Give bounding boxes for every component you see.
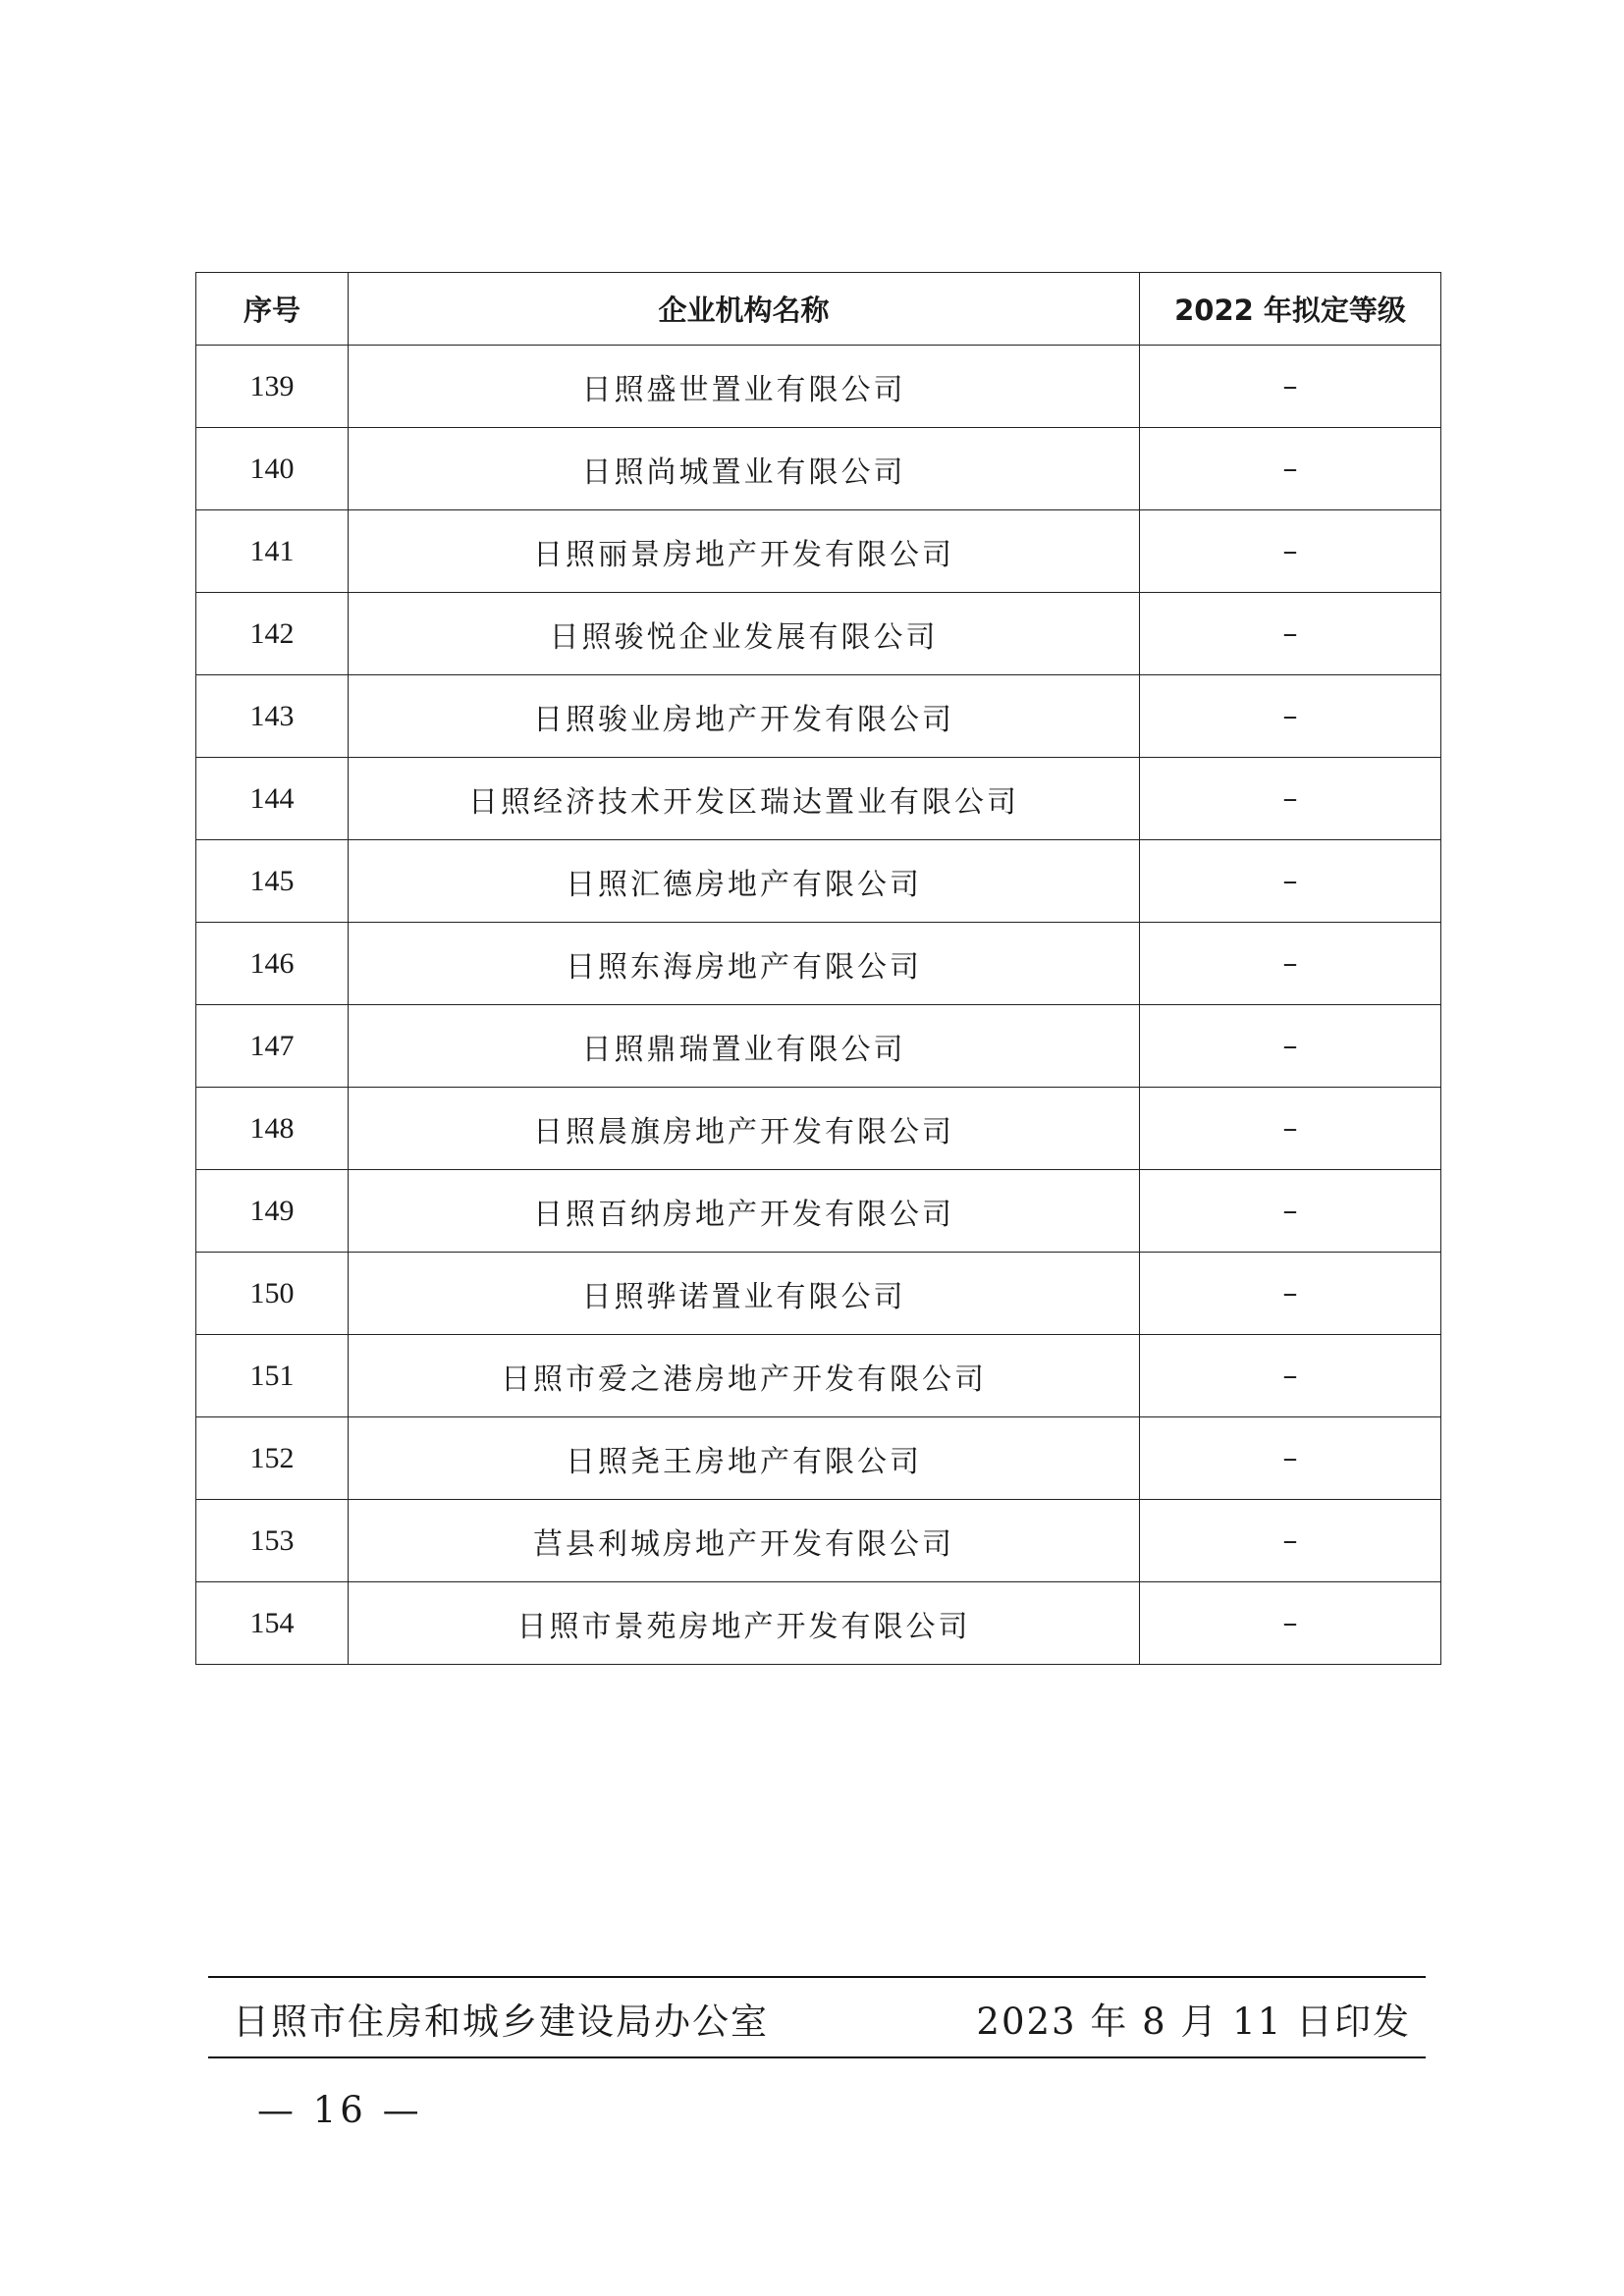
row-org-name: 日照尚城置业有限公司 [349, 428, 1140, 510]
table-row [196, 1582, 1441, 1665]
row-org-name: 日照骏悦企业发展有限公司 [349, 593, 1140, 675]
table-row [196, 510, 1441, 593]
row-grade: – [1140, 428, 1441, 510]
header-org-name: 企业机构名称 [349, 273, 1140, 346]
row-org-name: 日照汇德房地产有限公司 [349, 840, 1140, 923]
table-row [196, 840, 1441, 923]
row-seq: 152 [196, 1417, 349, 1500]
footer-divider-bottom [208, 2056, 1426, 2058]
table-row [196, 1253, 1441, 1335]
table-row [196, 346, 1441, 428]
row-grade: – [1140, 1417, 1441, 1500]
row-org-name: 日照盛世置业有限公司 [349, 346, 1140, 428]
row-seq: 147 [196, 1005, 349, 1088]
row-grade: – [1140, 675, 1441, 758]
row-seq: 153 [196, 1500, 349, 1582]
row-grade: – [1140, 1005, 1441, 1088]
enterprise-grade-table [195, 272, 1441, 1665]
row-seq: 143 [196, 675, 349, 758]
header-seq: 序号 [196, 273, 349, 346]
table-row [196, 675, 1441, 758]
row-org-name: 日照市爱之港房地产开发有限公司 [349, 1335, 1140, 1417]
row-grade: – [1140, 593, 1441, 675]
row-seq: 151 [196, 1335, 349, 1417]
issuer-office: 日照市住房和城乡建设局办公室 [233, 2001, 769, 2043]
table-row [196, 1500, 1441, 1582]
row-grade: – [1140, 1500, 1441, 1582]
row-org-name: 日照丽景房地产开发有限公司 [349, 510, 1140, 593]
row-seq: 142 [196, 593, 349, 675]
table-row [196, 923, 1441, 1005]
table-row [196, 1005, 1441, 1088]
footer-divider-top [208, 1976, 1426, 1978]
row-seq: 140 [196, 428, 349, 510]
row-org-name: 日照经济技术开发区瑞达置业有限公司 [349, 758, 1140, 840]
row-grade: – [1140, 840, 1441, 923]
table-row [196, 1170, 1441, 1253]
row-grade: – [1140, 1582, 1441, 1665]
row-org-name: 日照骏业房地产开发有限公司 [349, 675, 1140, 758]
row-grade: – [1140, 1088, 1441, 1170]
table-row [196, 1417, 1441, 1500]
table-row [196, 758, 1441, 840]
table-row [196, 428, 1441, 510]
row-grade: – [1140, 923, 1441, 1005]
row-seq: 150 [196, 1253, 349, 1335]
row-org-name: 莒县利城房地产开发有限公司 [349, 1500, 1140, 1582]
row-seq: 141 [196, 510, 349, 593]
row-seq: 154 [196, 1582, 349, 1665]
footer-issue-info [233, 1989, 1411, 2048]
table-row [196, 1088, 1441, 1170]
page-number: — 16 — [257, 2089, 423, 2131]
row-org-name: 日照骅诺置业有限公司 [349, 1253, 1140, 1335]
row-org-name: 日照尧王房地产有限公司 [349, 1417, 1140, 1500]
row-org-name: 日照东海房地产有限公司 [349, 923, 1140, 1005]
row-org-name: 日照晨旗房地产开发有限公司 [349, 1088, 1140, 1170]
row-seq: 148 [196, 1088, 349, 1170]
enterprise-table-container [195, 272, 1440, 1665]
issue-date: 2023 年 8 月 11 日印发 [976, 2001, 1411, 2043]
row-seq: 146 [196, 923, 349, 1005]
row-org-name: 日照百纳房地产开发有限公司 [349, 1170, 1140, 1253]
table-header-row [196, 273, 1441, 346]
row-seq: 149 [196, 1170, 349, 1253]
row-grade: – [1140, 1170, 1441, 1253]
row-seq: 139 [196, 346, 349, 428]
row-org-name: 日照鼎瑞置业有限公司 [349, 1005, 1140, 1088]
table-body [196, 346, 1441, 1665]
row-seq: 145 [196, 840, 349, 923]
row-org-name: 日照市景苑房地产开发有限公司 [349, 1582, 1140, 1665]
table-row [196, 1335, 1441, 1417]
table-row [196, 593, 1441, 675]
row-grade: – [1140, 758, 1441, 840]
row-seq: 144 [196, 758, 349, 840]
header-grade: 2022 年拟定等级 [1140, 273, 1441, 346]
row-grade: – [1140, 510, 1441, 593]
row-grade: – [1140, 1335, 1441, 1417]
row-grade: – [1140, 346, 1441, 428]
row-grade: – [1140, 1253, 1441, 1335]
